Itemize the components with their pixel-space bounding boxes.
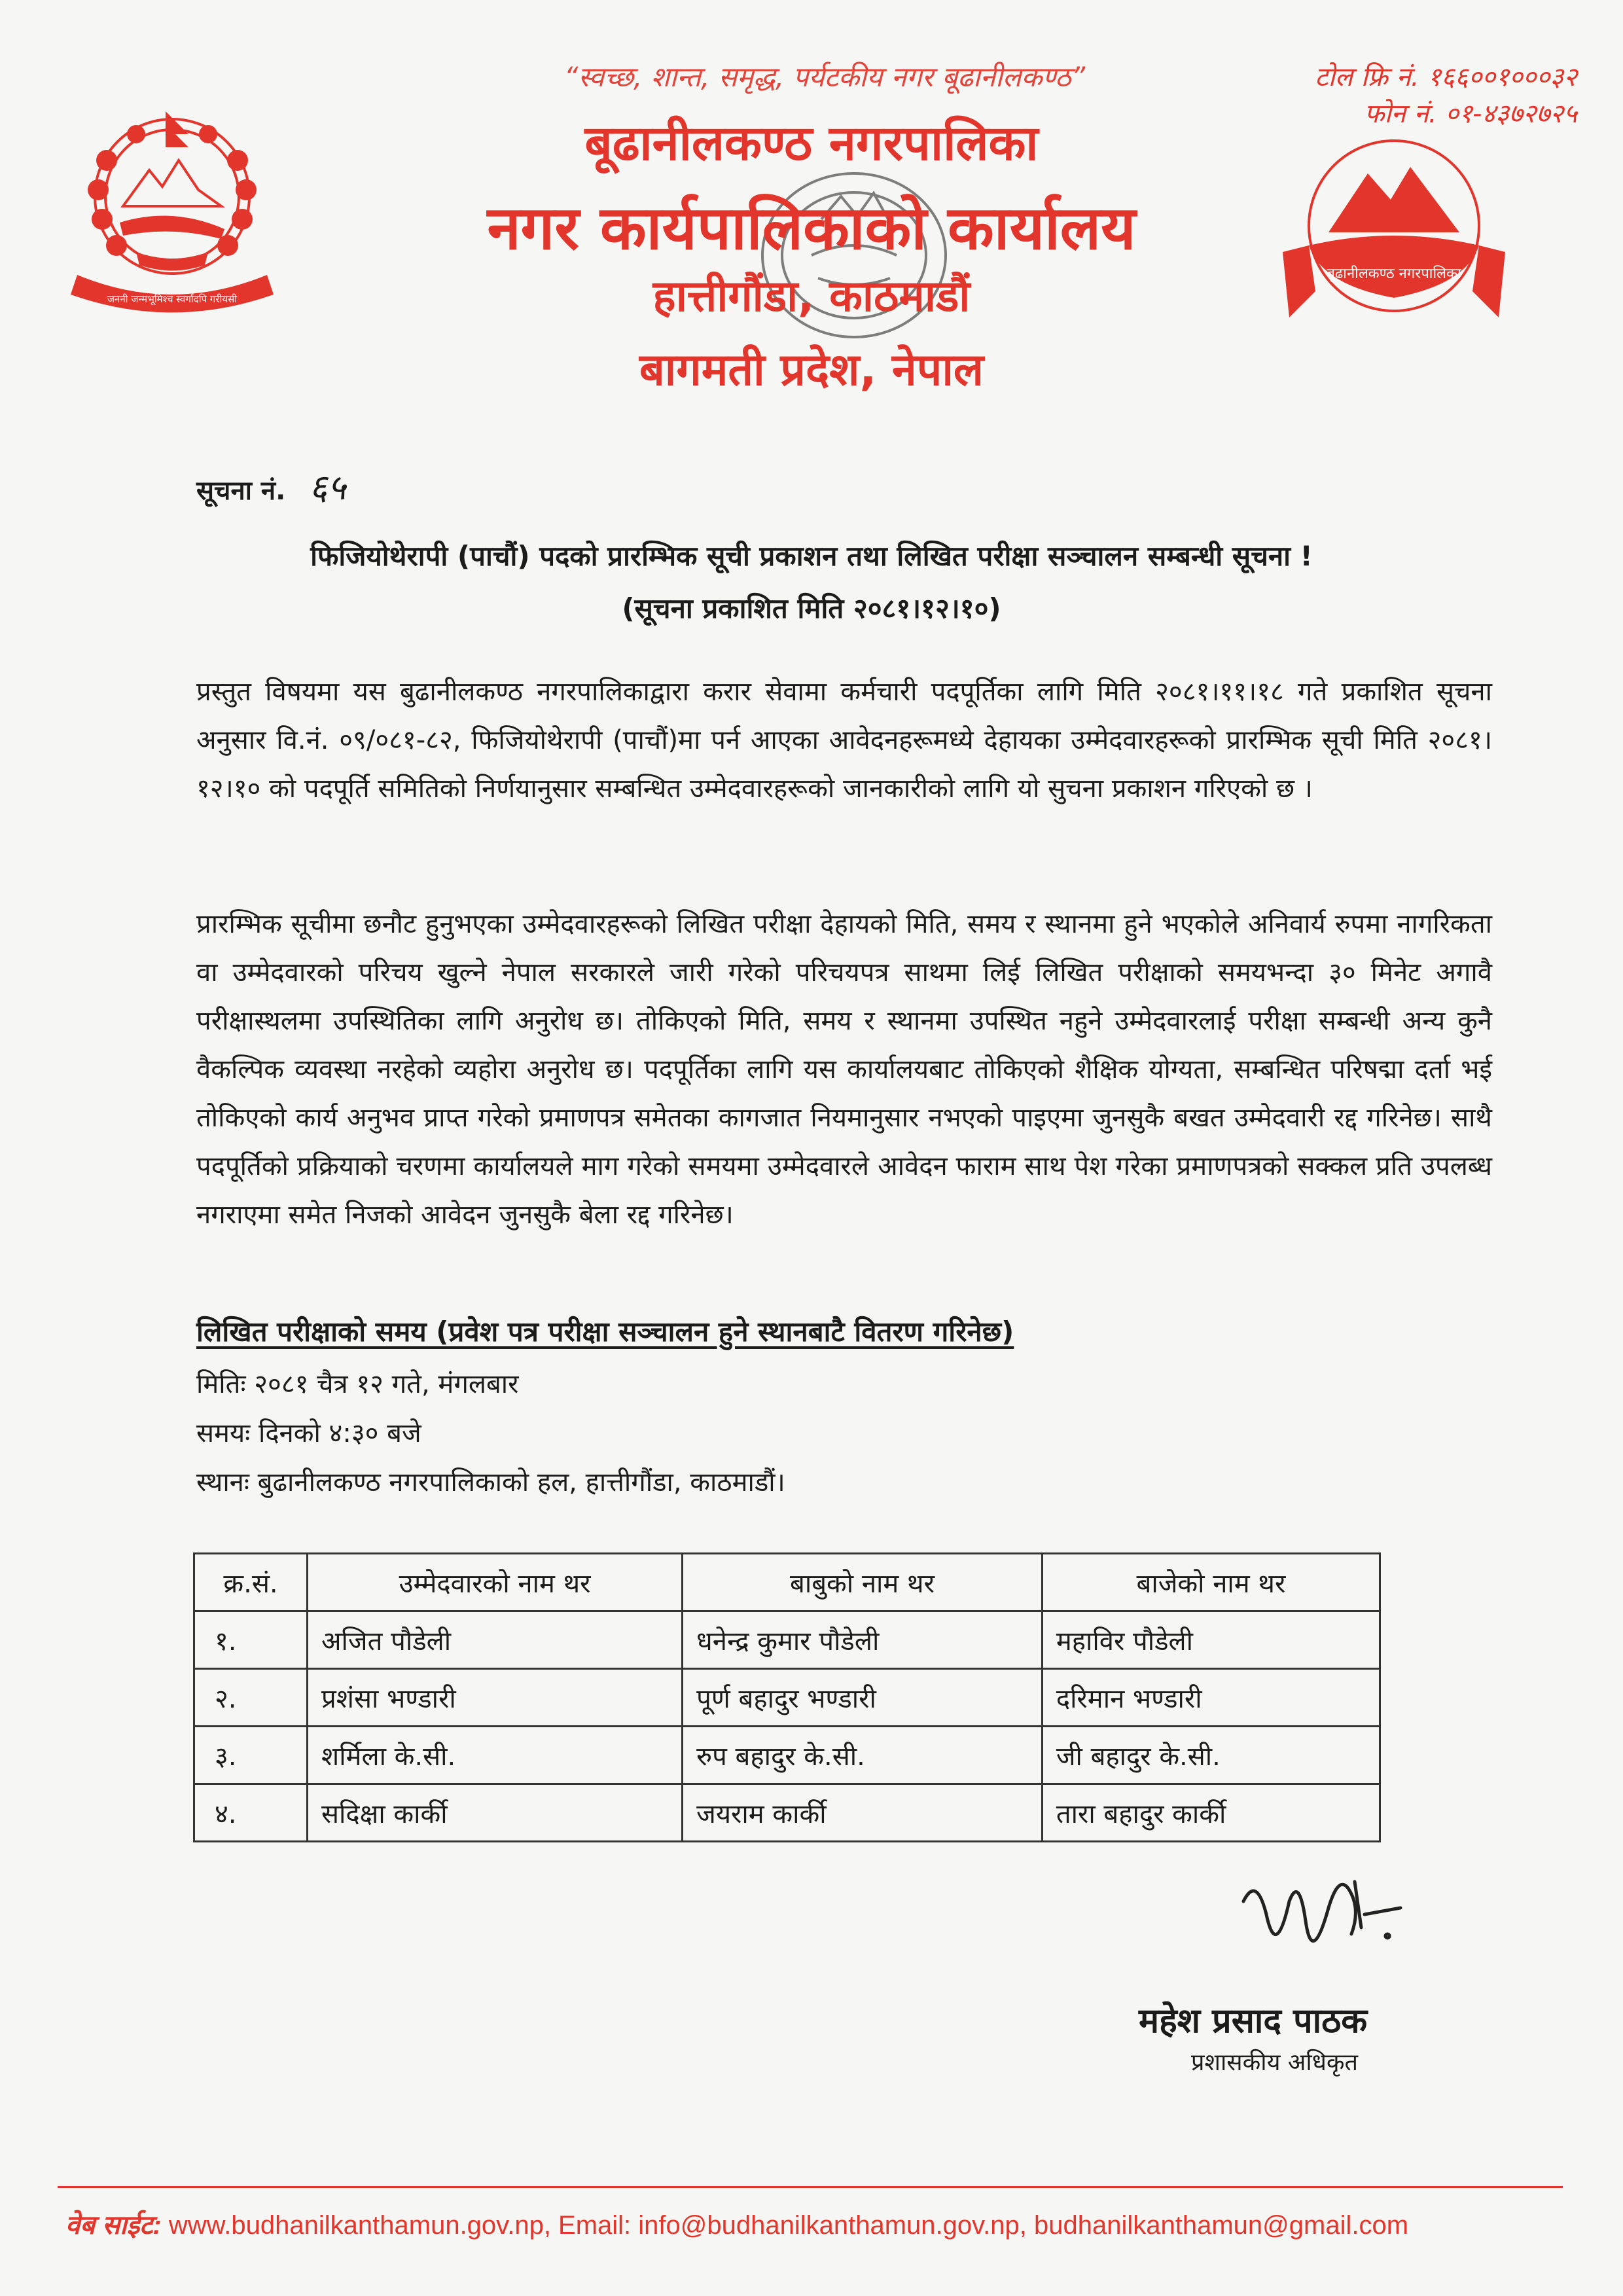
- cell-candidate: सदिक्षा कार्की: [308, 1784, 683, 1842]
- cell-serial: ४.: [194, 1784, 308, 1842]
- footer-contact: [65, 2206, 1408, 2242]
- province-country: बागमती प्रदेश, नेपाल: [639, 344, 984, 396]
- phone-number: फोन नं. ०१-४३७२७२५: [1364, 99, 1577, 129]
- office-location: हात्तीगौंडा, काठमाडौं: [652, 271, 971, 321]
- cell-father: रुप बहादुर के.सी.: [683, 1727, 1043, 1784]
- table-row: [194, 1784, 1380, 1842]
- municipality-name: बूढानीलकण्ठ नगरपालिका: [584, 115, 1039, 171]
- notice-number: [196, 461, 346, 510]
- table-header-row: [194, 1554, 1380, 1611]
- cell-candidate: प्रशंसा भण्डारी: [308, 1669, 683, 1727]
- exam-schedule-heading: लिखित परीक्षाको समय (प्रवेश पत्र परीक्षा सञ्चालन हुने स्थानबाटै वितरण गरिनेछ): [196, 1316, 1014, 1348]
- signatory-name: महेश प्रसाद पाठक: [1139, 2001, 1368, 2041]
- table-row: [194, 1727, 1380, 1784]
- handwritten-signature: [1230, 1862, 1427, 1980]
- toll-free-number: टोल फ्रि नं. १६६००१०००३२: [1315, 62, 1577, 92]
- exam-date: मितिः २०८१ चैत्र १२ गते, मंगलबार: [196, 1369, 519, 1399]
- cell-serial: १.: [194, 1611, 308, 1669]
- emblem-caption: जननी जन्मभूमिश्च स्वर्गादपि गरीयसी: [107, 293, 238, 305]
- signatory-title: प्रशासकीय अधिकृत: [1191, 2049, 1359, 2076]
- cell-serial: ३.: [194, 1727, 308, 1784]
- website-label: वेब साईट:: [65, 2211, 162, 2240]
- table-row: [194, 1611, 1380, 1669]
- table-row: [194, 1669, 1380, 1727]
- cell-grandfather: दरिमान भण्डारी: [1042, 1669, 1380, 1727]
- footer-divider: [58, 2186, 1563, 2188]
- notice-number-label: सूचना नं.: [196, 476, 286, 506]
- cell-father: जयराम कार्की: [683, 1784, 1043, 1842]
- header-candidate-name: उम्मेदवारको नाम थर: [308, 1554, 683, 1611]
- notice-paragraph-1: प्रस्तुत विषयमा यस बुढानीलकण्ठ नगरपालिकाद्वारा करार सेवामा कर्मचारी पदपूर्तिका लागि मिति २०८१।११।१८ गते प्रकाशित सूचना अनुसार वि.नं. ०९/०८१-८२, फिजियोथेरापी (पाचौं)मा पर्न आएका आवेदनहरूमध्ये देहायका उम्मेदवारहरूको प्रारम्भिक सूची मिति २०८१।१२।१० को पदपूर्ति समितिको निर्णयानुसार सम्बन्धित उम्मेदवारहरूको जानकारीको लागि यो सुचना प्रकाशन गरिएको छ ।: [196, 677, 1492, 804]
- cell-candidate: अजित पौडेली: [308, 1611, 683, 1669]
- notice-publish-date: (सूचना प्रकाशित मिति २०८१।१२।१०): [622, 592, 1001, 624]
- candidate-table: [193, 1552, 1381, 1842]
- cell-father: धनेन्द्र कुमार पौडेली: [683, 1611, 1043, 1669]
- header-grandfather-name: बाजेको नाम थर: [1042, 1554, 1380, 1611]
- exam-venue: स्थानः बुढानीलकण्ठ नगरपालिकाको हल, हात्तीगौंडा, काठमाडौं।: [196, 1467, 785, 1498]
- cell-grandfather: महाविर पौडेली: [1042, 1611, 1380, 1669]
- cell-grandfather: तारा बहादुर कार्की: [1042, 1784, 1380, 1842]
- header-serial: क्र.सं.: [194, 1554, 308, 1611]
- cell-candidate: शर्मिला के.सी.: [308, 1727, 683, 1784]
- footer-links-text[interactable]: www.budhanilkanthamun.gov.np, Email: info@budhanilkanthamun.gov.np, budhanilkanthamun@gmail.com: [168, 2211, 1409, 2240]
- office-name: नगर कार्यपालिकाको कार्यालय: [487, 193, 1136, 263]
- header-father-name: बाबुको नाम थर: [683, 1554, 1043, 1611]
- notice-number-value: ६५: [309, 467, 346, 508]
- cell-father: पूर्ण बहादुर भण्डारी: [683, 1669, 1043, 1727]
- municipal-slogan: “स्वच्छ, शान्त, समृद्ध, पर्यटकीय नगर बूढानीलकण्ठ”: [563, 61, 1086, 93]
- cell-grandfather: जी बहादुर के.सी.: [1042, 1727, 1380, 1784]
- logo-caption: बूढानीलकण्ठ नगरपालिका: [1327, 266, 1461, 282]
- exam-time: समयः दिनको ४:३० बजे: [196, 1418, 421, 1448]
- notice-title: फिजियोथेरापी (पाचौं) पदको प्रारम्भिक सूची प्रकाशन तथा लिखित परीक्षा सञ्चालन सम्बन्धी सूचना !: [310, 540, 1313, 572]
- cell-serial: २.: [194, 1669, 308, 1727]
- notice-paragraph-2: प्रारम्भिक सूचीमा छनौट हुनुभएका उम्मेदवारहरूको लिखित परीक्षा देहायको मिति, समय र स्थानमा हुने भएकोले अनिवार्य रुपमा नागरिकता वा उम्मेदवारको परिचय खुल्ने नेपाल सरकारले जारी गरेको परिचयपत्र साथमा लिई लिखित परीक्षाको समयभन्दा ३० मिनेट अगावै परीक्षास्थलमा उपस्थितिका लागि अनुरोध छ। तोकिएको मिति, समय र स्थानमा उपस्थित नहुने उम्मेदवारलाई परीक्षा सम्बन्धी अन्य कुनै वैकल्पिक व्यवस्था नरहेको व्यहोरा अनुरोध छ। पदपूर्तिका लागि यस कार्यालयबाट तोकिएको शैक्षिक योग्यता, सम्बन्धित परिषद्मा दर्ता भई तोकिएको कार्य अनुभव प्राप्त गरेको प्रमाणपत्र समेतका कागजात नियमानुसार नभएको पाइएमा जुनसुकै बखत उम्मेदवारी रद्द गरिनेछ। साथै पदपूर्तिको प्रक्रियाको चरणमा कार्यालयले माग गरेको समयमा उम्मेदवारले आवेदन फाराम साथ पेश गरेका प्रमाणपत्रको सक्कल प्रति उपलब्ध नगराएमा समेत निजको आवेदन जुनसुकै बेला रद्द गरिनेछ।: [196, 909, 1492, 1230]
